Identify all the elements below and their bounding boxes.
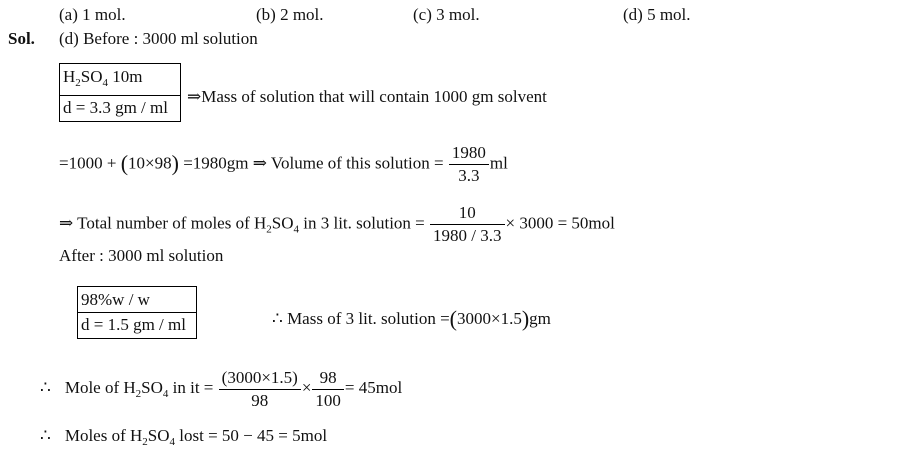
lost-sub-2: 2 xyxy=(142,436,148,448)
after-data-box xyxy=(77,286,197,339)
paren-close-2: ) xyxy=(521,306,530,331)
option-b: (b) 2 mol. xyxy=(256,5,324,24)
mole-numerator-1: (3000×1.5) xyxy=(219,367,301,390)
moles-post: in 3 lit. solution = xyxy=(299,213,425,233)
lost-sub-4: 4 xyxy=(169,436,176,448)
mole-post: in it = xyxy=(168,378,214,397)
mass-3lit-pre: ∴ Mass of 3 lit. solution = xyxy=(272,309,450,328)
lost-so: SO xyxy=(147,426,170,445)
volume-lhs: =1000 + xyxy=(59,153,121,173)
moles-pre: ⇒ Total number of moles of H xyxy=(59,213,267,233)
box1-line2: d = 3.3 gm / ml xyxy=(63,98,168,117)
lost-pre: Moles of H xyxy=(64,426,143,445)
mole-fraction-2 xyxy=(312,367,344,412)
option-a: (a) 1 mol. xyxy=(59,5,126,24)
mole-sub-2: 2 xyxy=(135,388,142,400)
option-d: (d) 5 mol. xyxy=(623,5,691,24)
mole-in-it-line xyxy=(40,366,402,416)
therefore-symbol-1: ∴ xyxy=(40,378,51,397)
formula-sub-2: 2 xyxy=(75,77,81,89)
volume-mid: 10×98 xyxy=(128,153,172,173)
formula-h: H xyxy=(63,67,76,86)
mole-numerator-2: 98 xyxy=(312,367,344,390)
mass-3lit-inner: 3000×1.5 xyxy=(457,309,522,328)
volume-unit: ml xyxy=(489,153,508,173)
moles-so: SO xyxy=(271,213,294,233)
therefore-symbol-2: ∴ xyxy=(40,426,51,445)
moles-tail: × 3000 = 50mol xyxy=(505,213,615,233)
moles-sub-4: 4 xyxy=(293,223,299,236)
box1-line1 xyxy=(60,65,180,96)
mass-3lit-unit: gm xyxy=(529,309,551,328)
volume-fraction xyxy=(449,142,489,187)
mole-denominator-1: 98 xyxy=(251,390,269,410)
formula-so: SO xyxy=(80,67,103,86)
moles-numerator: 10 xyxy=(430,202,504,225)
mass-solvent-line: ⇒Mass of solution that will contain 1000 gm solvent xyxy=(187,87,547,106)
volume-numerator: 1980 xyxy=(449,142,489,165)
mass-3lit-line xyxy=(272,306,551,331)
total-moles-line xyxy=(59,202,615,247)
option-c: (c) 3 mol. xyxy=(413,5,480,24)
paren-open-2: ( xyxy=(449,306,457,331)
moles-fraction xyxy=(430,202,504,247)
paren-open: ( xyxy=(120,150,129,176)
paren-close: ) xyxy=(171,150,179,176)
volume-line xyxy=(59,142,508,187)
lost-post: lost = 50 − 45 = 5mol xyxy=(175,426,328,445)
before-line: (d) Before : 3000 ml solution xyxy=(59,29,258,48)
mole-sub-4: 4 xyxy=(162,388,169,400)
after-line: After : 3000 ml solution xyxy=(59,246,224,265)
volume-denominator: 3.3 xyxy=(458,166,480,185)
before-data-box xyxy=(59,63,181,122)
mole-pre: Mole of H xyxy=(64,378,136,397)
moles-denominator: 1980 / 3.3 xyxy=(433,226,502,245)
moles-sub-2: 2 xyxy=(266,223,272,236)
box2-line1: 98%w / w xyxy=(78,288,196,313)
solution-label: Sol. xyxy=(8,29,35,48)
mole-denominator-2: 100 xyxy=(315,390,341,410)
moles-lost-line xyxy=(40,426,327,452)
mole-so: SO xyxy=(141,378,163,397)
molarity-text: 10m xyxy=(108,67,143,86)
volume-rest: =1980gm ⇒ Volume of this solution = xyxy=(178,153,444,173)
mole-tail: = 45mol xyxy=(344,378,403,397)
times-symbol: × xyxy=(301,378,312,397)
mole-fraction-1 xyxy=(219,367,301,412)
formula-sub-4: 4 xyxy=(102,77,109,89)
box2-line2: d = 1.5 gm / ml xyxy=(81,315,186,334)
